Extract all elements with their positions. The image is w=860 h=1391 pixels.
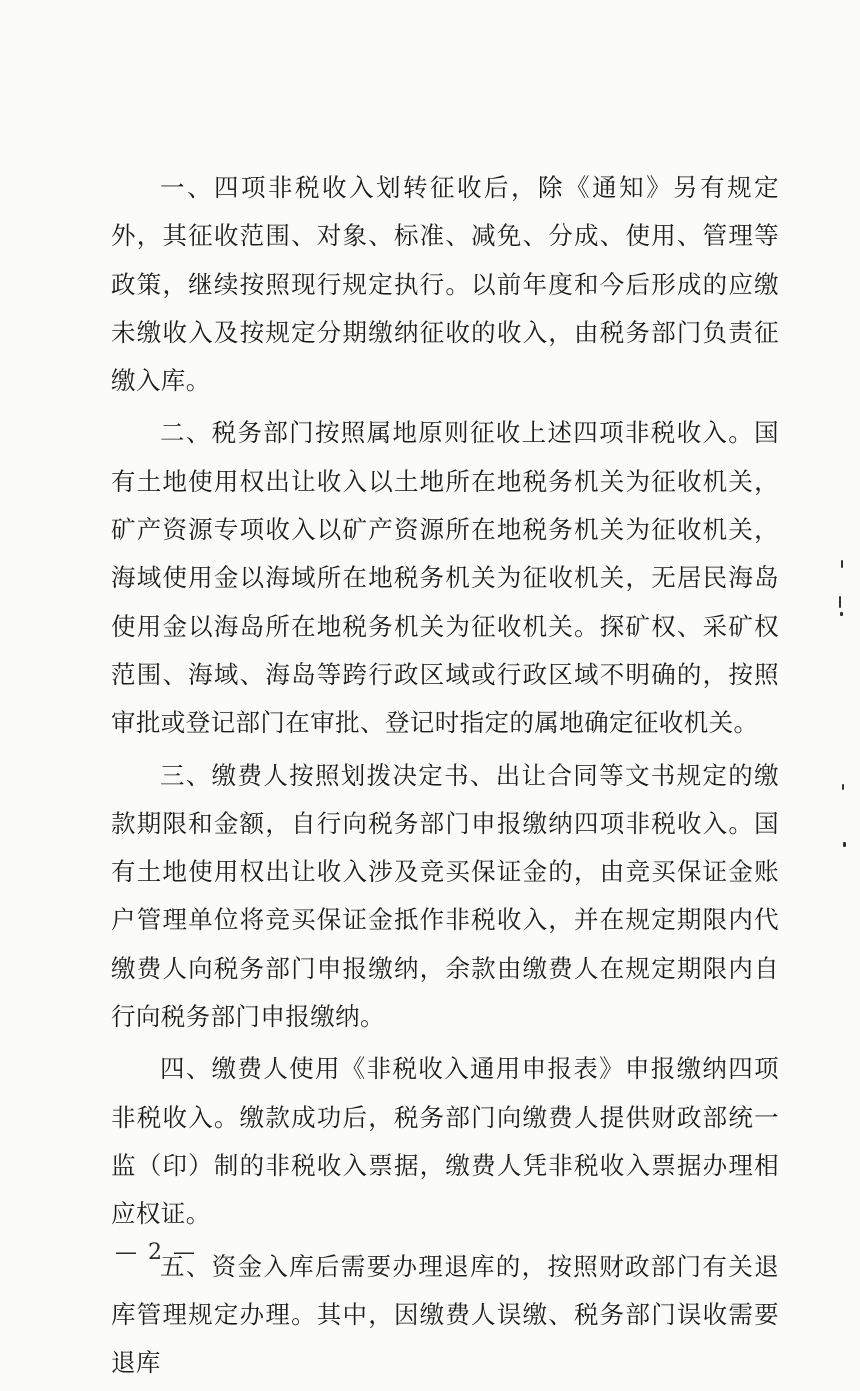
paragraph-1: 一、四项非税收入划转征收后，除《通知》另有规定外，其征收范围、对象、标准、减免、分成、使用、管理等政策，继续按照现行规定执行。以前年度和今后形成的应缴未缴收入及按规定分期缴纳征收的收入，由税务部门负责征缴入库。	[111, 173, 779, 396]
page-number: — 2 —	[115, 1240, 197, 1265]
scan-artifact	[839, 596, 841, 608]
document-body	[111, 164, 779, 1391]
scan-artifact	[840, 612, 843, 616]
scan-artifact	[841, 560, 843, 568]
paragraph-2: 二、税务部门按照属地原则征收上述四项非税收入。国有土地使用权出让收入以土地所在地税务机关为征收机关，矿产资源专项收入以矿产资源所在地税务机关为征收机关，海域使用金以海域所在地税务机关为征收机关，无居民海岛使用金以海岛所在地税务机关为征收机关。探矿权、采矿权范围、海域、海岛等跨行政区域或行政区域不明确的，按照审批或登记部门在审批、登记时指定的属地确定征收机关。	[111, 418, 779, 738]
paragraph-5: 五、资金入库后需要办理退库的，按照财政部门有关退库管理规定办理。其中，因缴费人误缴、税务部门误收需要退库	[111, 1251, 779, 1378]
paragraph-3: 三、缴费人按照划拨决定书、出让合同等文书规定的缴款期限和金额，自行向税务部门申报缴纳四项非税收入。国有土地使用权出让收入涉及竞买保证金的，由竞买保证金账户管理单位将竞买保证金抵作非税收入，并在规定期限内代缴费人向税务部门申报缴纳，余款由缴费人在规定期限内自行向税务部门申报缴纳。	[111, 760, 779, 1032]
scan-artifact	[842, 784, 844, 790]
paragraph-4: 四、缴费人使用《非税收入通用申报表》申报缴纳四项非税收入。缴款成功后，税务部门向缴费人提供财政部统一监（印）制的非税收入票据，缴费人凭非税收入票据办理相应权证。	[111, 1054, 779, 1229]
scan-artifact	[843, 842, 846, 847]
